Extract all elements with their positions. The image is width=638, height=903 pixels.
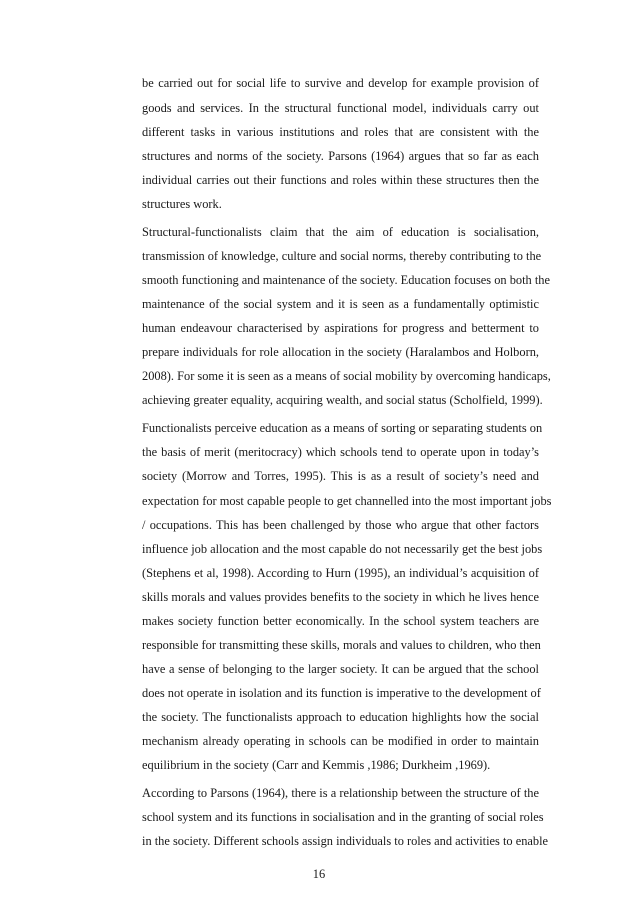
text-line: maintenance of the social system and it is seen as a fundamentally optimistic [142, 297, 539, 311]
text-line: skills morals and values provides benefits to the society in which he lives hence [142, 590, 539, 604]
text-line: human endeavour characterised by aspirations for progress and betterment to [142, 321, 539, 335]
text-line: the basis of merit (meritocracy) which schools tend to operate upon in today’s [142, 445, 539, 459]
text-line: smooth functioning and maintenance of the society. Education focuses on both the [142, 273, 550, 287]
text-line: be carried out for social life to survive and develop for example provision of [142, 76, 539, 90]
text-line: society (Morrow and Torres, 1995). This is as a result of society’s need and [142, 469, 539, 483]
text-line: the society. The functionalists approach to education highlights how the social [142, 710, 539, 724]
text-line: transmission of knowledge, culture and social norms, thereby contributing to the [142, 249, 542, 263]
page-number: 16 [312, 867, 326, 881]
text-line: different tasks in various institutions and roles that are consistent with the [142, 125, 539, 139]
text-line: responsible for transmitting these skills, morals and values to children, who then [142, 638, 541, 652]
text-line: individual carries out their functions and roles within these structures then the [142, 173, 539, 187]
text-line: / occupations. This has been challenged by those who argue that other factors [142, 518, 539, 532]
text-line: expectation for most capable people to get channelled into the most important jobs [142, 494, 552, 508]
text-line: Functionalists perceive education as a means of sorting or separating students on [142, 421, 543, 435]
text-line: According to Parsons (1964), there is a relationship between the structure of the [142, 786, 539, 800]
text-line: school system and its functions in socialisation and in the granting of social roles [142, 810, 544, 824]
text-line: Structural-functionalists claim that the aim of education is socialisation, [142, 225, 539, 239]
text-line: structures work. [142, 197, 222, 211]
text-line: (Stephens et al, 1998). According to Hurn (1995), an individual’s acquisition of [142, 566, 539, 580]
text-line: mechanism already operating in schools can be modified in order to maintain [142, 734, 539, 748]
text-line: achieving greater equality, acquiring wealth, and social status (Scholfield, 1999). [142, 393, 543, 407]
text-line: influence job allocation and the most capable do not necessarily get the best jobs [142, 542, 543, 556]
text-line: makes society function better economically. In the school system teachers are [142, 614, 539, 628]
text-line: prepare individuals for role allocation in the society (Haralambos and Holborn, [142, 345, 539, 359]
text-line: goods and services. In the structural functional model, individuals carry out [142, 101, 539, 115]
text-line: in the society. Different schools assign individuals to roles and activities to enable [142, 834, 549, 848]
text-line: structures and norms of the society. Parsons (1964) argues that so far as each [142, 149, 539, 163]
text-line: does not operate in isolation and its function is imperative to the development of [142, 686, 541, 700]
text-line: 2008). For some it is seen as a means of social mobility by overcoming handicaps, [142, 369, 551, 383]
text-line: have a sense of belonging to the larger society. It can be argued that the school [142, 662, 539, 676]
text-line: equilibrium in the society (Carr and Kemmis ,1986; Durkheim ,1969). [142, 758, 491, 772]
